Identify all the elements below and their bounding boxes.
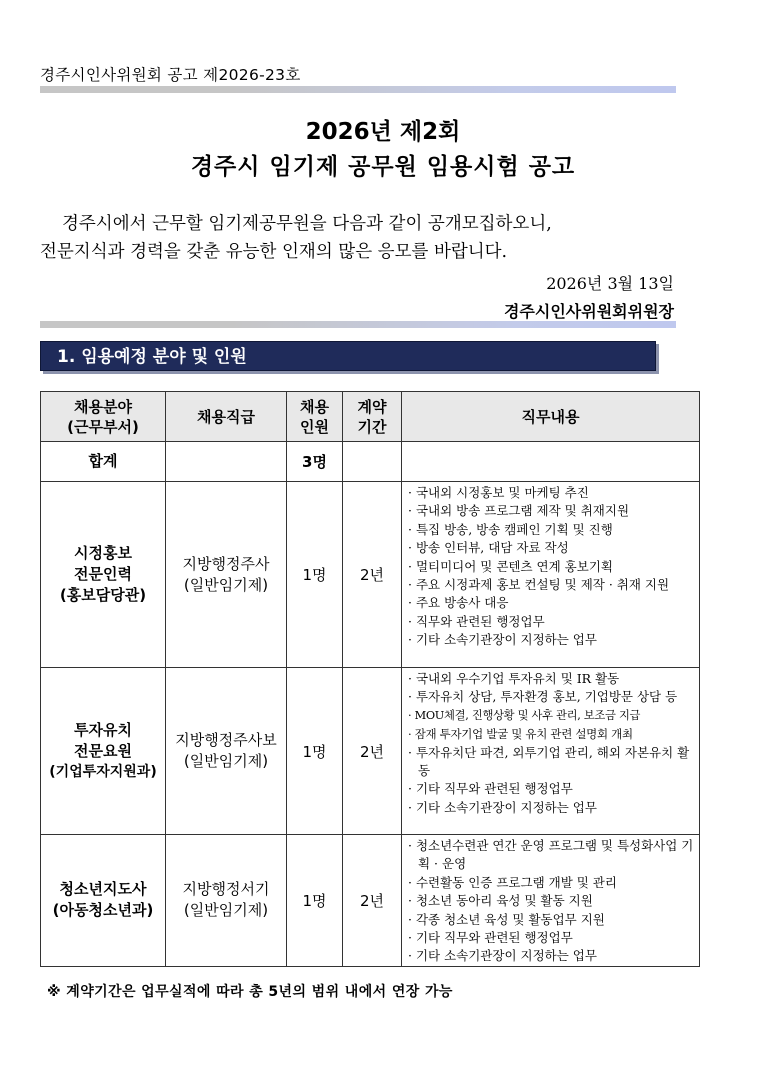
section1-heading: 1. 임용예정 분야 및 인원 [40, 341, 656, 371]
row1-duties [402, 482, 700, 668]
header-count-line1: 채용 [300, 397, 329, 416]
total-label: 합계 [41, 442, 166, 482]
row1-duty: · 주요 시정과제 홍보 컨설팅 및 제작 · 취재 지원 [408, 577, 670, 593]
row2-duties [402, 668, 700, 835]
row3-grade [166, 835, 287, 967]
header-divider [40, 86, 676, 93]
announcement-date: 2026년 3월 13일 [546, 274, 674, 293]
row2-count: 1명 [287, 668, 343, 835]
header-period-line1: 계약 [357, 397, 387, 416]
row2-duty: · 투자유치 상담, 투자환경 홍보, 기업방문 상담 등 [408, 689, 678, 705]
intro-line2: 전문지식과 경력을 갖춘 유능한 인재의 많은 응모를 바랍니다. [40, 242, 508, 262]
header-duties [402, 392, 700, 442]
row1-period: 2년 [343, 482, 402, 668]
header-duties-label: 직무내용 [521, 407, 580, 426]
positions-table [40, 391, 700, 967]
row1-duty: · 기타 소속기관장이 지정하는 업무 [408, 632, 597, 648]
row1-duty: · 멀티미디어 및 콘텐츠 연계 홍보기획 [408, 558, 613, 574]
row1-duty: · 국내외 시정홍보 및 마케팅 추진 [408, 485, 589, 500]
total-row [41, 442, 700, 482]
row2-duty: · 기타 직무와 관련된 행정업무 [408, 781, 573, 797]
footnote: ※ 계약기간은 업무실적에 따라 총 5년의 범위 내에서 연장 가능 [47, 984, 453, 1000]
row1-duty: · 직무와 관련된 행정업무 [408, 613, 545, 629]
row2-duty: · 기타 소속기관장이 지정하는 업무 [408, 799, 597, 815]
header-grade-label: 채용직급 [197, 407, 255, 426]
row3-duties [402, 835, 700, 967]
header-period [343, 392, 402, 442]
page-title: 경주시 임기제 공무원 임용시험 공고 [190, 154, 576, 180]
row1-field-line2: 전문인력 [74, 565, 132, 583]
row1-grade-line1: 지방행정주사 [182, 554, 270, 573]
row1-duty: · 국내외 방송 프로그램 제작 및 취재지원 [408, 503, 630, 519]
row2-duty: · 잠재 투자기업 발굴 및 유치 관련 설명회 개최 [408, 727, 633, 742]
row3-count: 1명 [287, 835, 343, 967]
row2-period: 2년 [343, 668, 402, 835]
total-period-empty [343, 442, 402, 482]
row3-duty: · 각종 청소년 육성 및 활동업무 지원 [408, 911, 605, 927]
header-count-line2: 인원 [300, 417, 329, 436]
row3-field [41, 835, 166, 967]
row3-duty: · 청소년 동아리 육성 및 활동 지원 [408, 893, 593, 909]
signer: 경주시인사위원회위원장 [503, 302, 674, 321]
row1-duty: · 특집 방송, 방송 캠페인 기획 및 진행 [408, 521, 613, 537]
row3-grade-line2: (일반임기제) [183, 901, 269, 920]
table-row [41, 482, 700, 668]
row1-duty: · 방송 인터뷰, 대담 자료 작성 [408, 540, 569, 556]
row2-field-line1: 투자유치 [74, 720, 132, 739]
row1-grade-line2: (일반임기제) [183, 575, 269, 594]
title-line1: 2026년 제2회 [305, 119, 461, 145]
row2-duty: · MOU체결, 진행상황 및 사후 관리, 보조금 지급 [408, 708, 641, 722]
table-row [41, 668, 700, 835]
row2-grade-line2: (일반임기제) [183, 752, 269, 770]
row1-grade [166, 482, 287, 668]
total-count: 3명 [287, 442, 343, 482]
row1-field [41, 482, 166, 668]
row3-field-line1: 청소년지도사 [59, 880, 147, 899]
header-field [41, 392, 166, 442]
row3-period: 2년 [343, 835, 402, 967]
row3-duty: · 수련활동 인증 프로그램 개발 및 관리 [408, 874, 617, 890]
signer-divider [40, 321, 676, 328]
row1-field-line1: 시정홍보 [74, 544, 132, 562]
row3-grade-line1: 지방행정서기 [182, 880, 270, 899]
header-grade [166, 392, 287, 442]
row2-field-line3: (기업투자지원과) [49, 763, 157, 780]
row2-grade [166, 668, 287, 835]
notice-number: 경주시인사위원회 공고 제2026-23호 [40, 66, 301, 84]
row3-duty: · 청소년수련관 연간 운영 프로그램 및 특성화사업 기획 · 운영 [408, 838, 694, 872]
row2-grade-line1: 지방행정주사보 [175, 731, 277, 749]
header-field-line1: 채용분야 [74, 397, 132, 416]
row2-field [41, 668, 166, 835]
row3-field-line2: (아동청소년과) [52, 901, 154, 920]
row2-duty: · 투자유치단 파견, 외투기업 관리, 해외 자본유치 활동 [408, 744, 690, 779]
header-period-line2: 기간 [357, 417, 387, 436]
table-row [41, 835, 700, 967]
row1-count: 1명 [287, 482, 343, 668]
total-duties-empty [402, 442, 700, 482]
header-count [287, 392, 343, 442]
row1-field-line3: (홍보담당관) [59, 586, 147, 604]
row3-duty: · 기타 소속기관장이 지정하는 업무 [408, 948, 597, 964]
row1-duty: · 주요 방송사 대응 [408, 595, 509, 611]
total-grade-empty [166, 442, 287, 482]
intro-line1: 경주시에서 근무할 임기제공무원을 다음과 같이 공개모집하오니, [62, 214, 552, 234]
header-field-line2: (근무부서) [67, 417, 139, 436]
row2-field-line2: 전문요원 [74, 741, 132, 760]
row3-duty: · 기타 직무와 관련된 행정업무 [408, 930, 573, 946]
table-header-row [41, 392, 700, 442]
row2-duty: · 국내외 우수기업 투자유치 및 IR 활동 [408, 671, 620, 686]
